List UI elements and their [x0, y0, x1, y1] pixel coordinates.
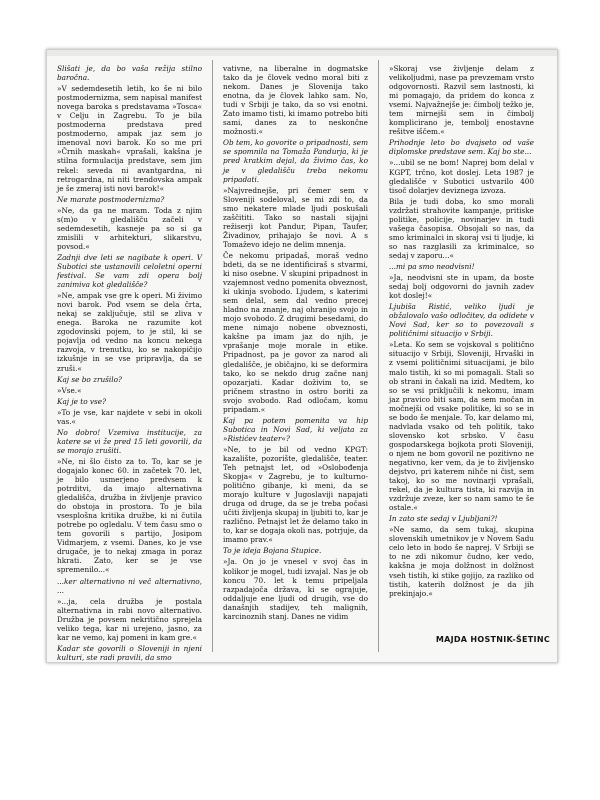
interview-answer: Bila je tudi doba, ko smo morali vzdržati strahovite kampanje, pritiske politike, policije, novinarjev in tudi vašega časopisa. Obsojali so nas, da smo kriminalci in skoraj vsi ti ljudje, ki so nas razglasili za kriminalce, so sedaj v zaporu...« — [389, 196, 534, 260]
interview-answer: »V sedemdesetih letih, ko še ni bilo postmodernizma, sem napisal manifest novega baroka s predstavama »Tosca« v Celju in Zagrebu. To je bila postmoderna predstava pred postmoderno, ampak jaz sem jo imenoval novi barok. Ko so me pri »Črnih maskah« vprašali, kakšna je stilna formulacija predstave, sem jim rekel: seveda ni avantgardna, ni retrogardna, ni niti trendovska ampak je še zmeraj isti novi barok!« — [57, 84, 202, 193]
interview-answer: »Ne, to je bil od vedno KPGT: kazalište, pozorište, gledališče, teater. Teh petnajst let, od »Oslobođenja Skopja« v Zagrebu, je to kulturno-politično gibanje, ki meni, da se morajo kulture v Jugoslaviji napajati druga od druge, da se je treba počasi učiti življenja skupaj in ljubiti to, kar je različno. Petnajst let že delamo tako in to, kar se dogaja okoli nas, potrjuje, da imamo prav.« — [223, 444, 368, 545]
interview-question: Ljubiša Ristić, veliko ljudi je obžalovalo vašo odločitev, da odidete v Novi Sad, ker so to povezovali s političnimi situacijo v Srbiji. — [389, 302, 534, 339]
page-top-edge — [47, 50, 557, 56]
article-column-3 — [389, 64, 534, 630]
interview-question: Ob tem, ko govorite o pripadnosti, sem se spomnila na Tomaža Pandurja, ki je pred kratkim dejal, da živimo čas, ko je v gledališču treba nekomu pripadati. — [223, 138, 368, 184]
interview-answer: »Ne, da ga ne maram. Toda z njim s(m)o v gledališču začeli v sedemdesetih, kasneje pa so si ga zmislili v arhitekturi, slikarstvu, povsod.« — [57, 205, 202, 251]
interview-question: Prihodnje leto bo dvajseto od vaše diplomske predstave sem. Kaj bo ste... — [389, 138, 534, 157]
column-divider — [212, 60, 213, 652]
interview-question: ...ker alternativno ni več alternativno, ... — [57, 576, 202, 595]
interview-answer: »Ne, ampak vse gre k operi. Mi živimo novi barok. Pod vsem se dela črta, nekaj se zaključuje, stil se zliva v enega. Baroka ne razumite kot zgodovinski pojem, to je stil, ki se pojavlja od vedno na koncu nekega razvoja, v trenutku, ko se nakopičijo izkušnje in se vse pripravlja, da se zruši.« — [57, 291, 202, 373]
interview-question: No dobro! Vzemiva institucije, za katere se vi že pred 15 leti govorili, da se morajo zrušiti. — [57, 427, 202, 455]
interview-question: Ne marate postmodernizma? — [57, 194, 165, 204]
article-column-1 — [57, 64, 202, 662]
column-divider — [378, 60, 379, 652]
interview-answer: vativne, na liberalne in dogmatske tako da je človek vedno moral biti z nekom. Danes je Slovenija tako enotna, da je človek lahko sam. No, tudi v Srbiji je tako, da so vsi enotni. Zato imamo tisti, ki imamo potrebo biti sami, danes za to neskončne možnosti.« — [223, 64, 368, 137]
interview-answer: »Najvrednejše, pri čemer sem v Sloveniji sodeloval, se mi zdi to, da smo nekatere mlade ljudi poskušali zaščititi. Tako so nastali sijajni režiserji kot Pandur, Pipan, Taufer, Živadinov, prihajajo še novi. A s Tomaževo idejo ne delim mnenja. — [223, 185, 368, 249]
interview-answer: »Ne, ni šlo čisto za to. To, kar se je dogajalo konec 60. in začetek 70. let, je bilo usmerjeno predvsem k potrditvi, da imajo alternativna gledališča, družba in življenje pravico do obstoja in prostora. To je bila vsesplošna kritika družbe, ki ni čutila potrebe po ogledalu. V tem času smo o tem govorili s partijo, Josipom Vidmarjem, z vsemi. Danes, ko je vse drugače, je to nekaj zmaga in poraz hkrati. Zato, ker se je vse spremenilo...« — [57, 456, 202, 575]
interview-answer: »Skoraj vse življenje delam z velikoljudmi, nase pa prevzemam vrsto odgovornosti. Razvil sem lastnosti, ki mi pomagajo, da pridem do konca z vsemi. Najvažnejše je: čimbolj težko je, tem mirnejši sem in čimbolj komplicirano je, tembolj enostavne rešitve iščem.« — [389, 64, 534, 137]
interview-answer: »Ne samo, da sem tukaj, skupina slovenskih umetnikov je v Novem Sadu celo leto in bodo še naprej. V Srbiji se to ne zdi nikomur čudno, ker vedo, kakšna je moja dolžnost in dolžnost vseh tistih, ki stike gojijo, za razliko od tistih, katerih dolžnost je da jih prekinjajo.« — [389, 525, 534, 598]
interview-question: Kaj je to vse? — [57, 396, 107, 406]
interview-question: Slišati je, da bo vaša režija stilno baročna. — [57, 64, 202, 83]
interview-answer: Če nekomu pripadaš, moraš vedno bdeti, da se ne identificiraš s stvarmi, ki niso osebne. V skupini pripadnost in vzajemnost vedno pomenita obveznost, ki ukinja svobodo. Ljudem, s katerimi sem delal, sem dal vedno precej hladno na znanje, naj ohranijo svojo in mojo svobodo. Z drugimi besedami, do mene nimajo nobene obveznosti, kakšne pa imam jaz do njih, je vprašanje moje morale in etike. Pripadnost, pa je govor za narod ali gledališče, je običajno, ki se deformira tako, ko se nekdo drug začne nanj opozarjati. Kadar doživim to, se pričnem strastno in ostro boriti za svojo svobodo. Rad odločam, komu pripadam.« — [223, 250, 368, 414]
interview-question: Kadar ste govorili o Sloveniji in njeni kulturi, ste radi pravili, da smo — [57, 643, 202, 662]
interview-answer: »...ubil se ne bom! Naprej bom delal v KGPT, trčno, kot doslej. Leta 1987 je gledališče v Subotici ustvarilo 400 tisoč dolarjev deviznega izvoza. — [389, 158, 534, 195]
interview-answer: »Ja. On jo je vnesel v svoj čas in kolikor je mogel, tudi izvajal. Nas je ob koncu 70. let k temu pripeljala razpadajoča država, ki se ograjuje, oddaljuje ene ljudi od drugih, vse do današnjih stadijev, teh malignih, karcinoznih stanj. Danes ne vidim — [223, 557, 368, 621]
interview-question: Kaj pa potem pomenita va hip Subotica in Novi Sad, ki veljata za »Ristićev teater«? — [223, 415, 368, 443]
interview-question: ...mi pa smo neodvisni! — [389, 261, 475, 271]
interview-answer: »Leta. Ko sem se vojskoval s politično situacijo v Srbiji, Sloveniji, Hrvaški in z vsemi političnimi situacijami, je bilo malo tistih, ki so mi pomagali. Stali so ob strani in čakali na izid. Medtem, ko so se vsi priključili k nekomu, imam jaz pravico biti sam, da sem močan in močnejši od vsake politike, ki so se in se bodo še menjale. To, kar delamo mi, nadvlada vsako od teh politik, tako slovensko kot srbsko. V času gospodarskega bojkota proti Sloveniji, o njem ne bom govoril ne pozitivno ne negativno, ker vem, da je to življensko dejstvo, pri katerem nihče ni čist, sem takoj, ko so me novinarji vprašali, rekel, da je kultura tista, ki razvija in vzdržuje zveze, ker so nam samo te še ostale.« — [389, 340, 534, 513]
interview-question: Kaj se bo zrušilo? — [57, 374, 122, 384]
newspaper-page — [46, 49, 558, 663]
author-signature: MAJDA HOSTNIK-ŠETINC — [435, 635, 550, 644]
interview-answer: »Vse.« — [57, 385, 82, 395]
interview-question: To je ideja Bojana Stupice. — [223, 546, 322, 556]
interview-answer: »Ja, neodvisni ste in upam, da boste sedaj bolj odgovorni do javnih zadev kot doslej!« — [389, 273, 534, 301]
interview-answer: »To je vse, kar najdete v sebi in okoli vas.« — [57, 407, 202, 426]
interview-answer: »...ja, cela družba je postala alternativna in rabi novo alternativo. Družba je povsem nekritično sprejela veliko tega, kar ni urejeno, jasno, za kar ne vemo, kaj pomeni in kam gre.« — [57, 596, 202, 642]
article-column-2 — [223, 64, 368, 652]
interview-question: In zato ste sedaj v Ljubljani?! — [389, 514, 498, 524]
interview-question: Zadnji dve leti se nagibate k operi. V Subotici ste ustanovili celoletni operni festival. Se vam zdi opera bolj zanimiva kot gledališče? — [57, 252, 202, 290]
